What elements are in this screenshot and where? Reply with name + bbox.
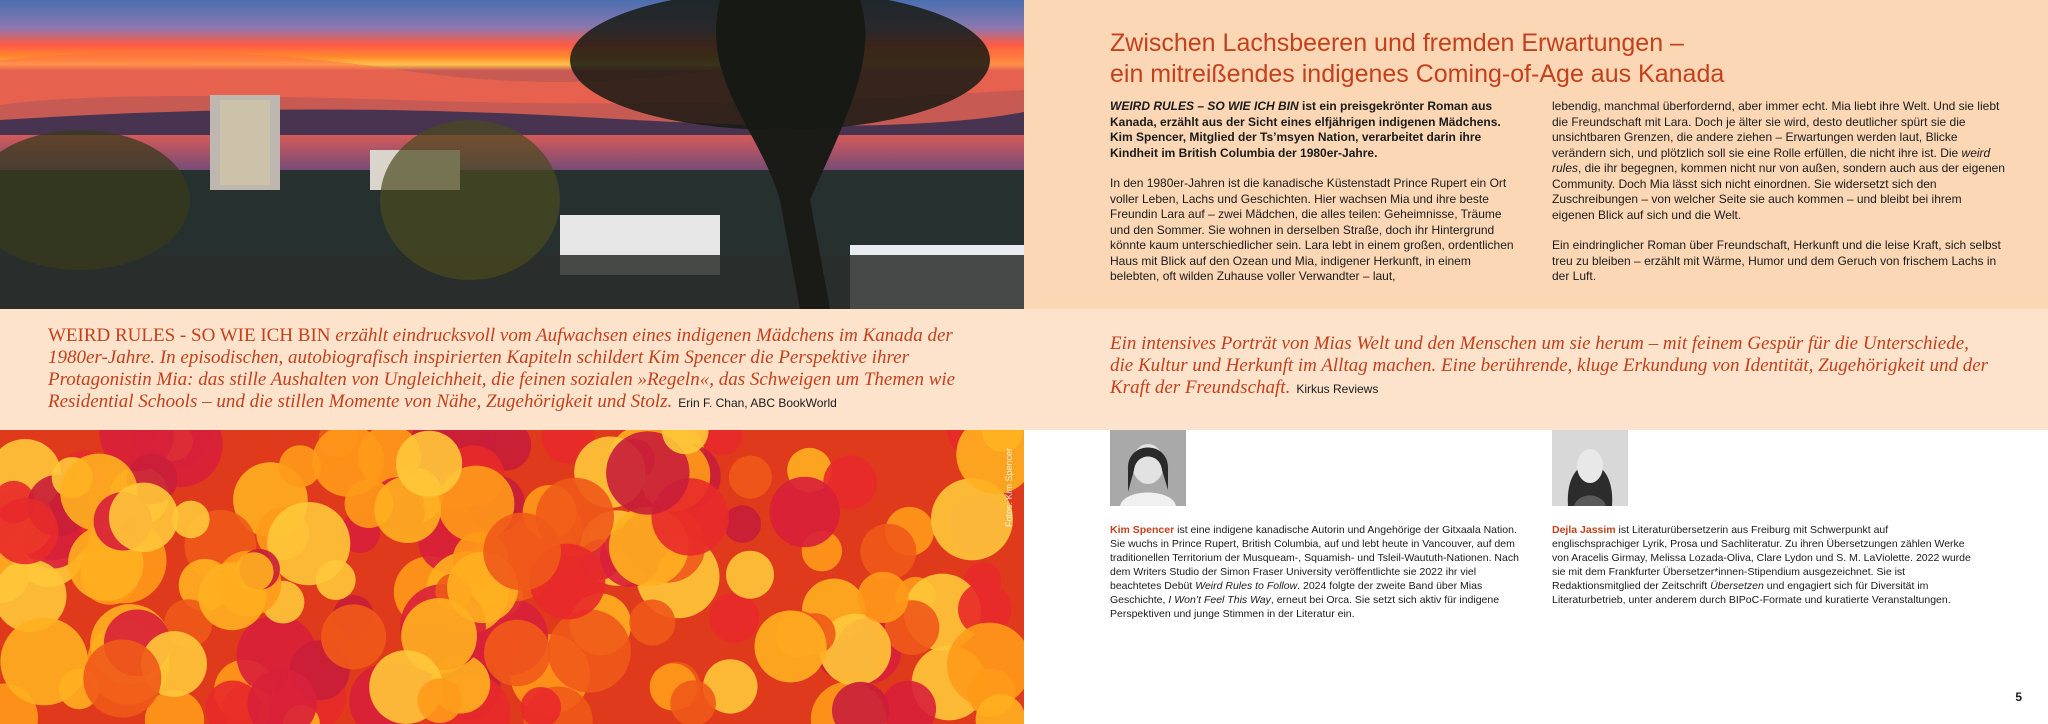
intro-lead (1110, 99, 1520, 161)
author-bio (1110, 523, 1520, 621)
berry (484, 620, 550, 686)
bio-text-c: , erneut bei Orca. Sie setzt sich aktiv für indigene Perspektiven und junge Stimmen in der Literatur ein. (1110, 594, 1500, 620)
intro-paragraph-4: Ein eindringlicher Roman über Freundschaft, Herkunft und die leise Kraft, sich selbst treu zu bleiben – erzählt mit Wärme, Humor und dem Geruch von frischem Lachs in der Luft. (1552, 238, 2001, 283)
intro-column-left (1110, 99, 1520, 300)
berry (548, 609, 631, 692)
translator-name: Dejla Jassim (1552, 524, 1616, 536)
author-name: Kim Spencer (1110, 524, 1175, 536)
headline-line-1: Zwischen Lachsbeeren und fremden Erwartungen – (1110, 29, 1684, 57)
quote-source: Erin F. Chan, ABC BookWorld (678, 396, 837, 410)
para3-a: lebendig, manchmal überfordernd, aber immer echt. Mia liebt ihre Welt. Und sie liebt die Freundschaft mit Lara. Doch je älter sie wird, desto deutlicher spürt sie die unsichtbaren Grenzen, die andere ziehen – Erwartungen werden laut, Blicke verändern sich, und plötzlich soll sie eine Rolle erfüllen, die nicht ihre ist. Die (1552, 99, 2000, 160)
berry (0, 618, 88, 706)
page-number: 5 (2015, 690, 2022, 704)
berry (321, 604, 386, 669)
para3-em: weird rules (1552, 145, 1991, 175)
para3-b: , die ihr begegnen, kommen nicht nur von außen, sondern auch aus der eigenen Community. Doch Mia lässt sich nicht einordnen. Sie widersetzt sich den Zuschreibungen – von welcher Seite sie auch kommen – und bleibt bei ihrem eigenen Blick auf sich und die Welt. (1552, 161, 2005, 222)
bio-journal-title: Übersetzen (1710, 580, 1764, 592)
lead-text: ist ein preisgekrönter Roman aus Kanada, erzählt aus der Sicht eines elfjährigen indigenen Mädchens. Kim Spencer, Mitglied der Ts’msyen Nation, verarbeitet darin ihre Kindheit im British Columbia der 1980er-Jahre. (1110, 99, 1501, 160)
harbour-sunset-photo (0, 0, 1024, 309)
berry (234, 552, 273, 591)
lead-title: WEIRD RULES – SO WIE ICH BIN (1110, 99, 1299, 113)
author-portrait (1110, 430, 1186, 506)
berry (709, 593, 759, 643)
bio-text-b: . 2024 folgte der zweite Band über Mias Geschichte, (1110, 580, 1483, 606)
berry (396, 431, 462, 497)
berry (279, 445, 321, 487)
intro-column-right (1552, 99, 2007, 300)
photo-credit: Fotos: Kim Spencer (1004, 448, 1014, 528)
berry (109, 483, 178, 552)
bio-text-b: und engagiert sich für Diversität im Literaturbetrieb, unter anderem durch BIPoC-Formate und kuratierte Veranstaltungen. (1552, 580, 1951, 606)
berry (629, 600, 675, 646)
headline-line-2: ein mitreißendes indigenes Coming-of-Age aus Kanada (1110, 60, 1725, 88)
quote-kirkus (1110, 333, 1990, 400)
berry (755, 611, 827, 683)
quote-source: Kirkus Reviews (1296, 382, 1379, 396)
berry (316, 560, 356, 600)
translator-bio (1552, 523, 1972, 607)
salmonberries-photo (0, 430, 1024, 724)
quote-text: Ein intensives Porträt von Mias Welt und den Menschen um sie herum – mit feinem Gespür für die Unterschiede, die Kultur und Herkunft im Alltag machen. Eine berührende, kluge Erkundung von Identität, Zugehörigkeit und der Kraft der Freundschaft. (1110, 333, 1989, 398)
quote-text: erzählt eindrucksvoll vom Aufwachsen eines indigenen Mädchens im Kanada der 1980er-Jahre. In episodischen, autobiografisch inspirierten Kapiteln schildert Kim Spencer die Perspektive ihrer Protagonistin Mia: das stille Aushalten von Ungleichheit, die feinen sozialen »Regeln«, das Schweigen um Themen wie Residential Schools – und die stillen Momente von Nähe, Zugehörigkeit und Stolz. (48, 325, 956, 412)
berry (83, 640, 161, 718)
berry (729, 456, 772, 499)
berry (724, 505, 762, 543)
intro-paragraph-2: In den 1980er-Jahren ist die kanadische Küstenstadt Prince Rupert ein Ort voller Leben, Lachs und Geschichten. Hier wachsen Mia und ihre beste Freundin Lara auf – zwei Mädchen, die alles teilen: Geheimnisse, Träume und den Sommer. Sie wohnen in derselben Straße, doch ihr Hintergrund könnte kaum unterschiedlicher sein. Lara lebt in einem großen, ordentlichen Haus mit Blick auf den Ozean und Mia, indigener Herkunft, in einem belebten, oft wilden Zuhause voller Verwandter – laut, (1110, 176, 1514, 283)
berry (769, 477, 840, 548)
bio-book-title-1: Weird Rules to Follow (1195, 580, 1298, 592)
berry (483, 513, 561, 591)
translator-portrait (1552, 430, 1628, 506)
berry (726, 551, 774, 599)
berry (670, 680, 716, 724)
bio-text-a: ist Literaturübersetzerin aus Freiburg mit Schwerpunkt auf englischsprachiger Lyrik, Prosa und Sachliteratur. Zu ihren Übersetzungen zählen Werke von Aracelis Girmay, Melissa Lozada-Oliva, Clare Lydon und S. M. LaViolette. 2022 wurde sie mit dem Frankfurter Übersetzer*innen-Stipendium ausgezeichnet. Sie ist Redaktionsmitglied der Zeitschrift (1552, 524, 1971, 592)
berry (860, 524, 916, 580)
berry (417, 678, 462, 723)
intro-paragraph-3 (1552, 99, 2007, 223)
quote-book-title: WEIRD RULES - SO WIE ICH BIN (48, 325, 331, 346)
headline (1110, 28, 1990, 90)
quote-abc-bookworld (48, 325, 998, 414)
bio-text-a: ist eine indigene kanadische Autorin und Angehörige der Gitxaala Nation. Sie wuchs in Prince Rupert, British Columbia, auf und lebt heute in Vancouver, auf dem traditionellen Territorium der Musqueam-, Squamish- und Tsleil-Waututh-Nationen. Nach dem Writers Studio der Simon Fraser University veröffentlichte sie 2022 ihr viel beachtetes Debüt (1110, 524, 1519, 592)
berry (857, 572, 908, 623)
bio-book-title-2: I Won’t Feel This Way (1168, 594, 1271, 606)
